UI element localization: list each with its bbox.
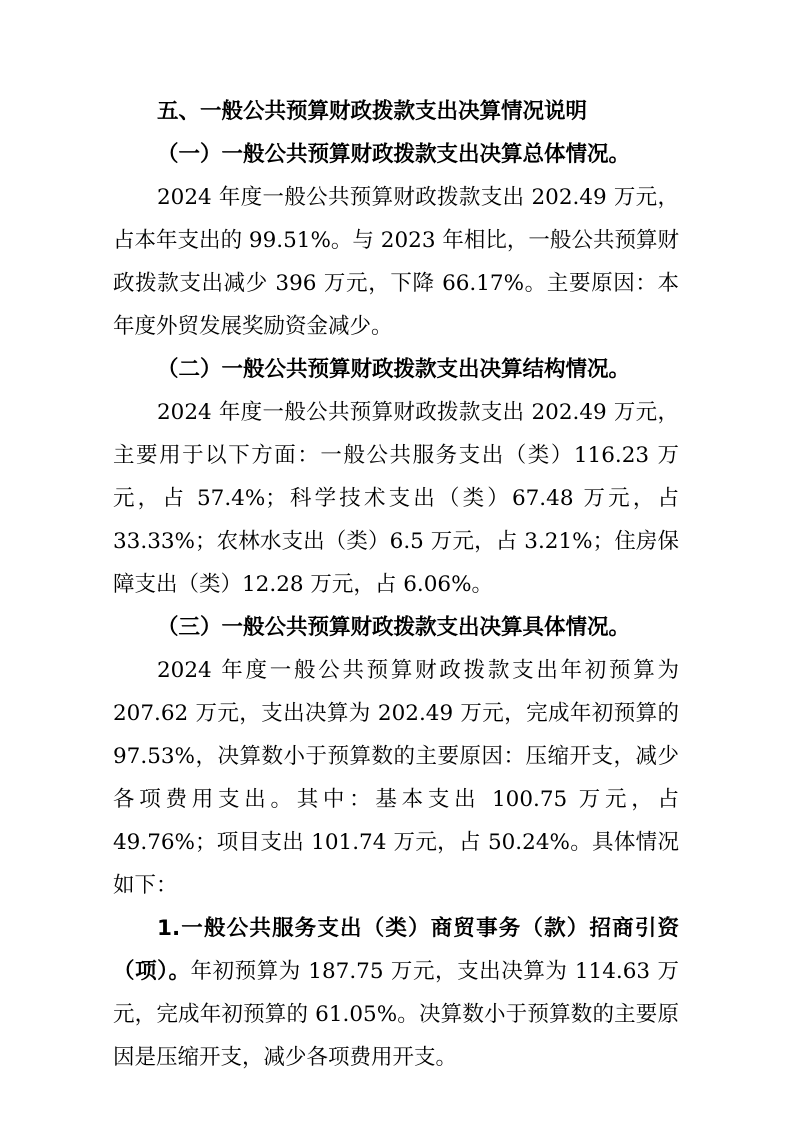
subsection-1-paragraph: 2024 年度一般公共预算财政拨款支出 202.49 万元，占本年支出的 99.51%。与 2023 年相比，一般公共预算财政拨款支出减少 396 万元，下降 66.17%。主要原因：本年度外贸发展奖励资金减少。 [113,185,679,339]
item-1-paragraph [113,907,679,1079]
subsection-2-paragraph: 2024 年度一般公共预算财政拨款支出 202.49 万元，主要用于以下方面：一般公共服务支出（类）116.23 万元，占 57.4%；科学技术支出（类）67.48 万元，占 33.33%；农林水支出（类）6.5 万元，占 3.21%；住房保障支出（类）12.28 万元，占 6.06%。 [113,400,679,597]
item-1-body: 年初预算为 187.75 万元，支出决算为 114.63 万元，完成年初预算的 61.05%。决算数小于预算数的主要原因是压缩开支，减少各项费用开支。 [113,959,679,1070]
section-heading: 五、一般公共预算财政拨款支出决算情况说明 [157,99,588,124]
document-body [113,90,679,1079]
subsection-3-paragraph: 2024 年度一般公共预算财政拨款支出年初预算为 207.62 万元，支出决算为 202.49 万元，完成年初预算的 97.53%，决算数小于预算数的主要原因：压缩开支，减少各项费用支出。其中：基本支出 100.75 万元，占 49.76%；项目支出 101.74 万元，占 50.24%。具体情况如下： [113,658,679,898]
subsection-2-heading: （二）一般公共预算财政拨款支出决算结构情况。 [157,357,631,382]
item-1-lead: 1.一般公共服务支出（类）商贸事务（款）招商引资（项）。 [113,916,679,984]
subsection-1-heading: （一）一般公共预算财政拨款支出决算总体情况。 [157,142,631,167]
subsection-3-heading: （三）一般公共预算财政拨款支出决算具体情况。 [157,615,631,640]
